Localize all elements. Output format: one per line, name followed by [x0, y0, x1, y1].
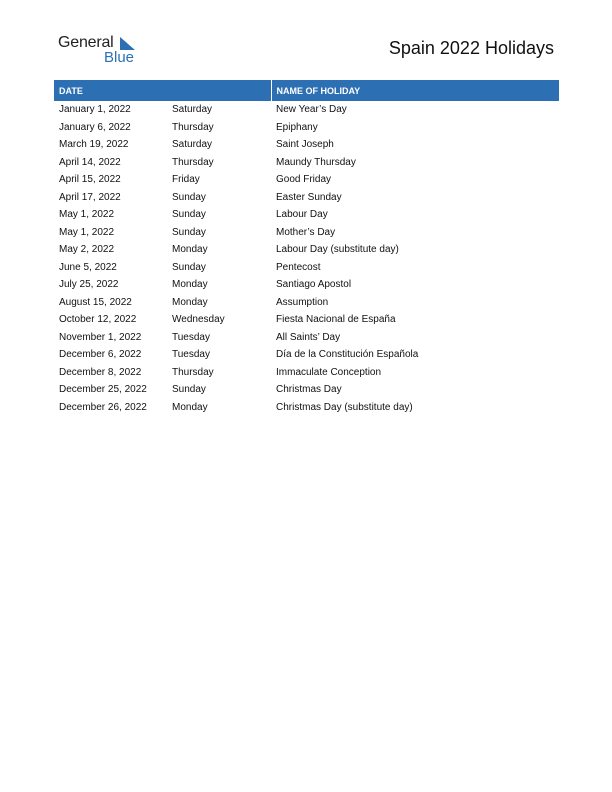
holiday-name: Mother’s Day	[276, 226, 336, 238]
holiday-date: June 5, 2022	[59, 261, 117, 273]
holiday-name: Immaculate Conception	[276, 366, 382, 378]
holiday-weekday: Monday	[172, 296, 208, 308]
holiday-date: January 1, 2022	[59, 104, 131, 116]
table-row	[54, 294, 559, 312]
holiday-date: October 12, 2022	[59, 314, 137, 326]
table-header-row	[54, 80, 559, 101]
table-row	[54, 224, 559, 242]
holiday-name: Saint Joseph	[276, 139, 334, 151]
holiday-weekday: Tuesday	[172, 349, 210, 361]
holiday-weekday: Saturday	[172, 104, 213, 116]
holiday-date: December 8, 2022	[59, 366, 142, 378]
holiday-name: Santiago Apostol	[276, 279, 352, 291]
holiday-date: August 15, 2022	[59, 296, 132, 308]
holiday-date: December 6, 2022	[59, 349, 142, 361]
table-row	[54, 189, 559, 207]
table-row	[54, 381, 559, 399]
holiday-name: Labour Day (substitute day)	[276, 244, 399, 256]
table-row	[54, 101, 559, 119]
table-row	[54, 171, 559, 189]
holiday-weekday: Monday	[172, 279, 208, 291]
logo-word-blue: Blue	[104, 49, 135, 66]
holiday-weekday: Monday	[172, 401, 208, 413]
holiday-weekday: Saturday	[172, 139, 213, 151]
holiday-weekday: Sunday	[172, 261, 206, 273]
holiday-name: Labour Day	[276, 209, 328, 221]
holiday-date: April 17, 2022	[59, 191, 121, 203]
holiday-name: Fiesta Nacional de España	[276, 314, 396, 326]
page-title: Spain 2022 Holidays	[388, 38, 554, 58]
table-row	[54, 119, 559, 137]
generalblue-logo	[58, 34, 142, 68]
table-row	[54, 136, 559, 154]
holiday-date: May 1, 2022	[59, 226, 115, 238]
holiday-weekday: Friday	[172, 174, 200, 186]
holiday-weekday: Wednesday	[172, 314, 225, 326]
table-row	[54, 241, 559, 259]
table-row	[54, 329, 559, 347]
table-row	[54, 276, 559, 294]
holiday-name: Assumption	[276, 296, 329, 308]
holiday-weekday: Sunday	[172, 226, 206, 238]
holiday-name: All Saints’ Day	[276, 331, 341, 343]
table-row	[54, 346, 559, 364]
header-date: DATE	[54, 80, 271, 101]
holiday-weekday: Thursday	[172, 121, 214, 133]
holiday-weekday: Thursday	[172, 366, 214, 378]
holiday-weekday: Thursday	[172, 156, 214, 168]
holiday-weekday: Sunday	[172, 191, 206, 203]
holiday-date: May 1, 2022	[59, 209, 115, 221]
holiday-weekday: Tuesday	[172, 331, 210, 343]
holiday-date: December 26, 2022	[59, 401, 147, 413]
table-row	[54, 311, 559, 329]
holiday-date: March 19, 2022	[59, 139, 129, 151]
holiday-date: January 6, 2022	[59, 121, 131, 133]
holiday-date: November 1, 2022	[59, 331, 142, 343]
holiday-weekday: Sunday	[172, 384, 206, 396]
table-row	[54, 364, 559, 382]
holiday-name: Día de la Constitución Española	[276, 349, 419, 361]
table-row	[54, 399, 559, 417]
holiday-name: Christmas Day (substitute day)	[276, 401, 413, 413]
holiday-weekday: Monday	[172, 244, 208, 256]
table-row	[54, 259, 559, 277]
holiday-name: Epiphany	[276, 121, 318, 133]
holiday-name: Good Friday	[276, 174, 332, 186]
header-holiday-name: NAME OF HOLIDAY	[276, 85, 361, 96]
holiday-date: December 25, 2022	[59, 384, 147, 396]
holiday-date: April 15, 2022	[59, 174, 121, 186]
holiday-date: May 2, 2022	[59, 244, 115, 256]
logo-word-general: General	[58, 34, 114, 51]
holiday-weekday: Sunday	[172, 209, 206, 221]
holiday-name: Christmas Day	[276, 384, 342, 396]
holidays-table	[54, 80, 559, 416]
holiday-name: Pentecost	[276, 261, 321, 273]
table-body	[54, 101, 559, 416]
holiday-name: Easter Sunday	[276, 191, 342, 203]
holiday-name: New Year’s Day	[276, 104, 347, 116]
holiday-date: July 25, 2022	[59, 279, 119, 291]
holiday-name: Maundy Thursday	[276, 156, 356, 168]
holiday-date: April 14, 2022	[59, 156, 121, 168]
table-row	[54, 154, 559, 172]
table-row	[54, 206, 559, 224]
